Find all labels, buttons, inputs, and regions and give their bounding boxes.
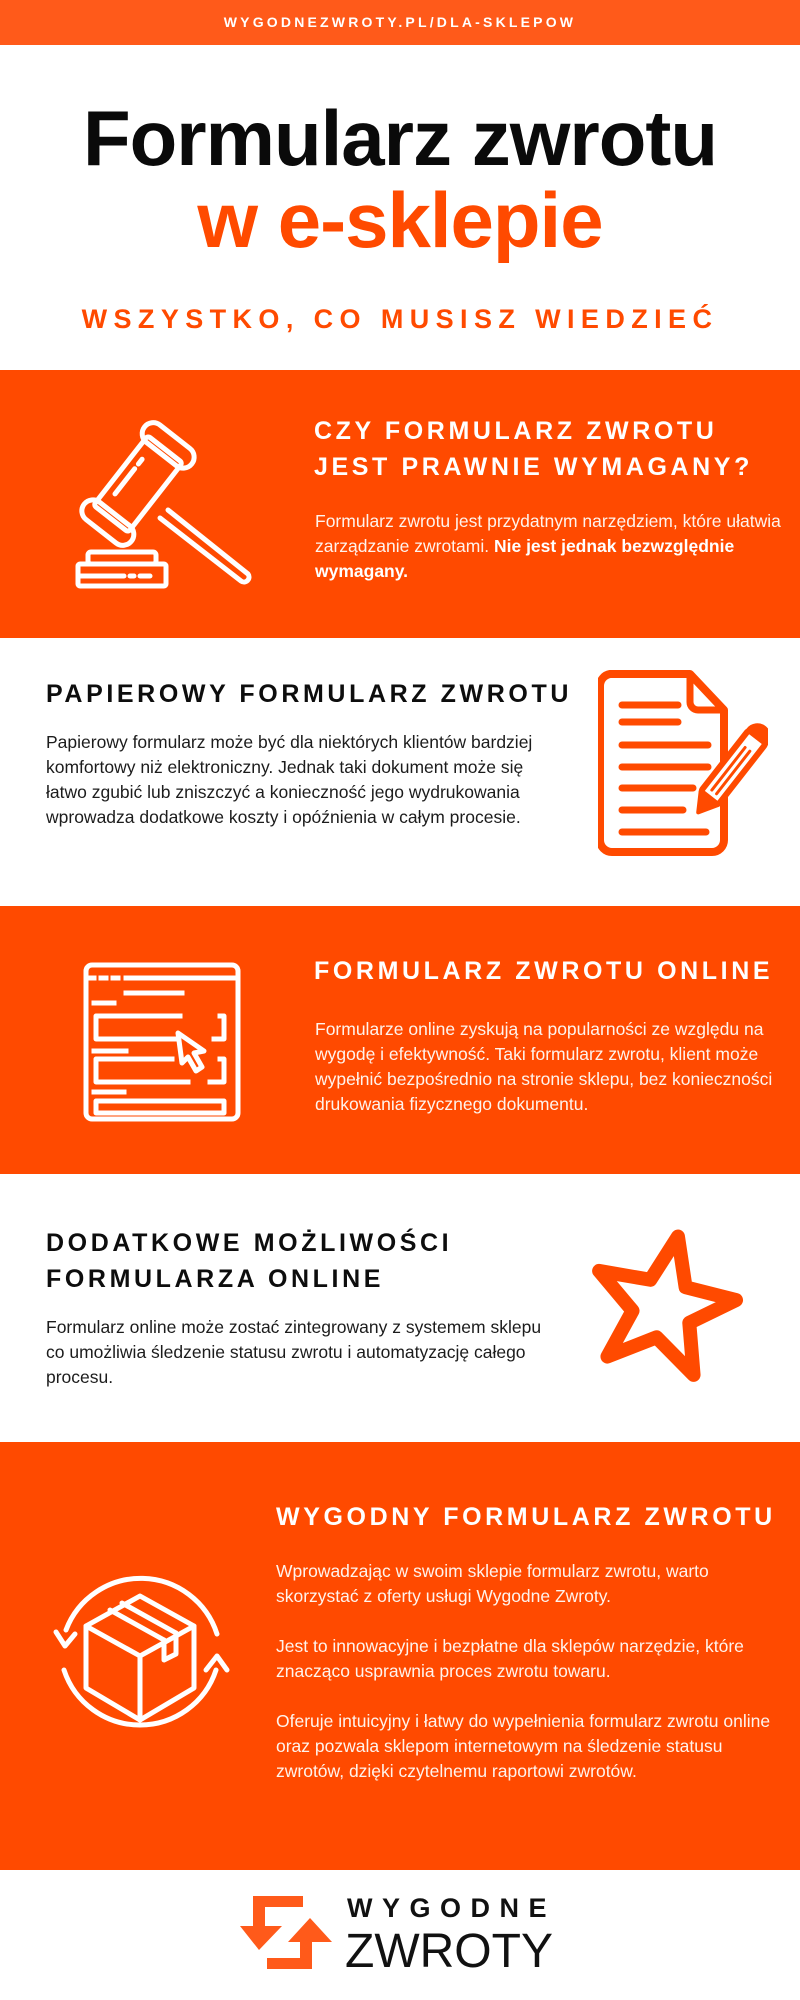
logo-text-line2: ZWROTY — [345, 1925, 553, 1978]
section-heading-line: CZY FORMULARZ ZWROTU — [314, 417, 718, 445]
section-heading — [46, 676, 572, 712]
section-body — [276, 1559, 776, 1784]
section-heading-line: PAPIEROWY FORMULARZ ZWROTU — [46, 680, 572, 708]
section-heading — [314, 953, 773, 989]
section-heading — [276, 1499, 776, 1535]
section-body: Formularze online zyskują na popularności ze względu na wygodę i efektywność. Taki formularz zwrotu, klient może wypełnić bezpośrednio na stronie sklepu, bez konieczności drukowania fizycznego dokumentu. — [315, 1019, 773, 1114]
page-title-line1: Formularz zwrotu — [82, 94, 717, 182]
body-text: Formularz zwrotu jest przydatnym narzędziem, które ułatwia zarządzanie zwrotami. — [315, 511, 781, 556]
section-heading-line: JEST PRAWNIE WYMAGANY? — [314, 453, 753, 481]
section-heading-line: FORMULARZ ZWROTU ONLINE — [314, 957, 774, 985]
section-body: Papierowy formularz może być dla niektórych klientów bardziej komfortowy niż elektroniczny. Jednak taki dokument może się łatwo zgubić lub zniszczyć a konieczność jego wydrukowania wprowadza dodatkowe koszty i opóźnienia w całym procesie. — [46, 732, 533, 827]
gavel-icon — [72, 414, 258, 594]
box-return-cycle-icon — [50, 1574, 232, 1742]
section-heading-line: DODATKOWE MOŻLIWOŚCI — [46, 1229, 453, 1257]
section-body — [315, 509, 785, 584]
section-heading-line: WYGODNY FORMULARZ ZWROTU — [276, 1503, 776, 1531]
page-subtitle: WSZYSTKO, CO MUSISZ WIEDZIEĆ — [81, 304, 719, 334]
body-paragraph: Jest to innowacyjne i bezpłatne dla sklepów narzędzie, które znacząco usprawnia proces zwrotu towaru. — [276, 1636, 744, 1681]
document-pencil-icon — [598, 670, 768, 860]
section-body: Formularz online może zostać zintegrowany z systemem sklepu co umożliwia śledzenie statusu zwrotu i automatyzację całego procesu. — [46, 1317, 542, 1387]
section-heading — [46, 1225, 452, 1297]
logo-text-line1: WYGODNE — [347, 1893, 557, 1923]
section-heading-line: FORMULARZA ONLINE — [46, 1265, 385, 1293]
online-form-cursor-icon — [82, 961, 242, 1123]
section-heading — [314, 413, 753, 485]
return-arrows-icon — [238, 1894, 334, 1972]
body-paragraph: Wprowadzając w swoim sklepie formularz zwrotu, warto skorzystać z oferty usługi Wygodne Zwroty. — [276, 1561, 709, 1606]
star-icon — [578, 1220, 748, 1390]
page-title-line2: w e-sklepie — [197, 176, 603, 264]
body-text-emphasis: Nie jest jednak bezwzględnie wymagany. — [315, 536, 735, 581]
body-paragraph: Oferuje intuicyjny i łatwy do wypełnienia formularz zwrotu online oraz pozwala sklepom internetowym na śledzenie statusu zwrotów, dzięki czytelnemu raportowi zwrotów. — [276, 1711, 771, 1781]
site-url-link[interactable]: WYGODNEZWROTY.PL/DLA-SKLEPOW — [223, 14, 577, 30]
